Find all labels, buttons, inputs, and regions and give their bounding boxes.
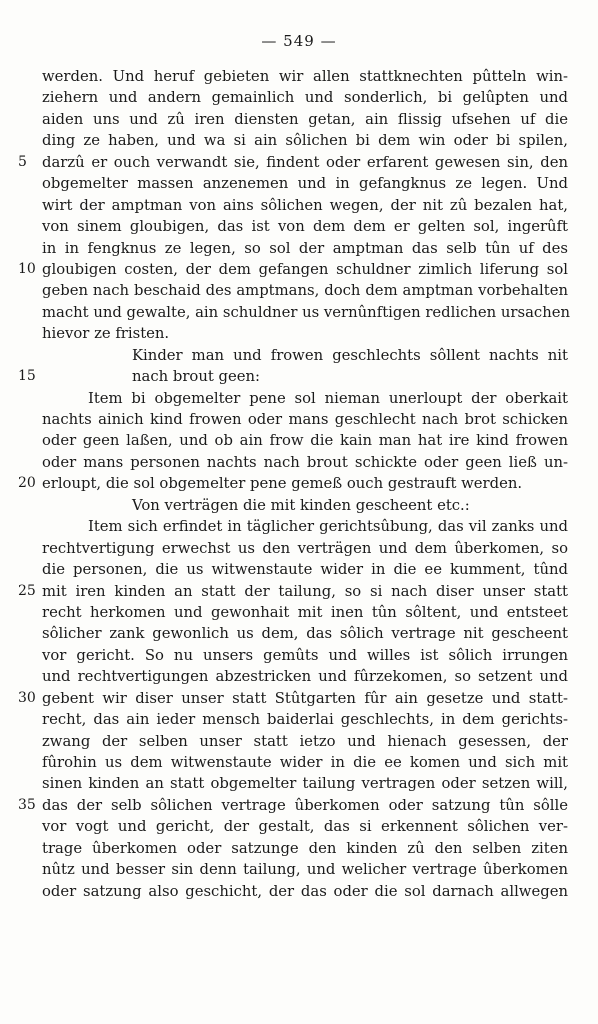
line-text: erloupt, die sol obgemelter pene gemeß ouch gestrauft werden.	[42, 475, 523, 493]
text-line	[0, 345, 598, 366]
line-text: Kinder man und frowen geschlechts sôllent nachts nit	[132, 346, 568, 364]
text-line	[0, 559, 598, 580]
line-text: oder satzung also geschicht, der das oder die sol darnach allwegen	[42, 882, 568, 900]
line-text: die personen, die us witwenstaute wider in die ee kumment, tûnd	[42, 561, 568, 579]
line-number: 10	[18, 260, 36, 277]
text-line	[0, 152, 598, 173]
document-body	[0, 66, 598, 902]
line-text: ziehern und andern gemainlich und sonderlich, bi gelûpten und	[42, 89, 568, 107]
text-line	[0, 731, 598, 752]
line-text: oder mans personen nachts nach brout schickte oder geen ließ un-	[42, 453, 568, 471]
line-text: nachts ainich kind frowen oder mans geschlecht nach brot schicken	[42, 411, 568, 428]
text-line	[0, 645, 598, 666]
line-text: sôlicher zank gewonlich us dem, das sôlich vertrage nit gescheent	[42, 625, 568, 643]
line-text: vor vogt und gericht, der gestalt, das si erkennent sôlichen ver-	[42, 818, 568, 836]
line-text: vor gericht. So nu unsers gemûts und willes ist sôlich irrungen	[42, 646, 568, 664]
line-text: rechtvertigung erwechst us den verträgen und dem ûberkomen, so	[42, 539, 568, 557]
line-text: fûrohin us dem witwenstaute wider in die ee komen und sich mit	[42, 754, 568, 771]
line-text: recht, das ain ieder mensch baiderlai geschlechts, in dem gerichts-	[42, 711, 568, 729]
text-line	[0, 87, 598, 108]
line-text: sinen kinden an statt obgemelter tailung vertragen oder setzen will,	[42, 775, 568, 793]
text-line	[0, 816, 598, 837]
text-line	[0, 495, 598, 516]
text-line	[0, 280, 598, 301]
line-text: obgemelter massen anzenemen und in gefangknus ze legen. Und	[42, 175, 568, 193]
text-line	[0, 581, 598, 602]
text-line	[0, 602, 598, 623]
text-line	[0, 238, 598, 259]
line-text: ding ze haben, und wa si ain sôlichen bi dem win oder bi spilen,	[42, 132, 568, 150]
text-line	[0, 473, 598, 494]
line-text: nach brout geen:	[132, 368, 261, 386]
line-number: 15	[18, 368, 36, 385]
text-line	[0, 130, 598, 151]
line-text: Item sich erfindet in täglicher gerichtsûbung, das vil zanks und	[88, 518, 568, 536]
text-line	[0, 366, 598, 387]
line-text: Item bi obgemelter pene sol nieman unerloupt der oberkait	[88, 389, 568, 407]
text-line	[0, 881, 598, 902]
text-line	[0, 795, 598, 816]
line-text: geben nach beschaid des amptmans, doch dem amptman vorbehalten	[42, 282, 568, 300]
text-line	[0, 709, 598, 730]
line-text: darzû er ouch verwandt sie, findent oder erfarent gewesen sin, den	[42, 153, 568, 171]
text-line	[0, 173, 598, 194]
line-text: wirt der amptman von ains sôlichen wegen, der nit zû bezalen hat,	[42, 196, 568, 214]
line-text: mit iren kinden an statt der tailung, so si nach diser unser statt	[42, 582, 568, 600]
text-line	[0, 516, 598, 537]
line-text: Von verträgen die mit kinden gescheent etc.:	[132, 496, 470, 514]
text-line	[0, 688, 598, 709]
line-text: gloubigen costen, der dem gefangen schuldner zimlich liferung sol	[42, 260, 568, 278]
line-text: trage ûberkomen oder satzunge den kinden zû den selben ziten	[42, 839, 568, 857]
line-text: werden. Und heruf gebieten wir allen stattknechten pûtteln win-	[42, 68, 568, 85]
line-text: hievor ze fristen.	[42, 325, 170, 343]
line-text: recht herkomen und gewonhait mit inen tûn sôltent, und entsteet	[42, 603, 568, 621]
text-line	[0, 66, 598, 87]
text-line	[0, 409, 598, 430]
text-line	[0, 452, 598, 473]
line-text: in in fengknus ze legen, so sol der amptman das selb tûn uf des	[42, 239, 568, 257]
text-line	[0, 302, 598, 323]
line-number: 30	[18, 689, 36, 706]
line-number: 5	[18, 153, 27, 170]
line-text: macht und gewalte, ain schuldner us vernûnftigen redlichen ursachen	[42, 303, 571, 321]
text-line	[0, 109, 598, 130]
line-number: 25	[18, 582, 36, 599]
text-line	[0, 538, 598, 559]
text-line	[0, 259, 598, 280]
line-text: das der selb sôlichen vertrage ûberkomen oder satzung tûn sôlle	[42, 796, 568, 814]
text-line	[0, 195, 598, 216]
text-line	[0, 323, 598, 344]
text-line	[0, 666, 598, 687]
line-text: gebent wir diser unser statt Stûtgarten fûr ain gesetze und statt-	[42, 689, 568, 707]
text-line	[0, 623, 598, 644]
text-line	[0, 773, 598, 794]
line-text: oder geen laßen, und ob ain frow die kain man hat ire kind frowen	[42, 432, 568, 450]
text-line	[0, 430, 598, 451]
line-text: nûtz und besser sin denn tailung, und welicher vertrage ûberkomen	[42, 861, 568, 879]
text-line	[0, 838, 598, 859]
line-text: und rechtvertigungen abzestricken und fûrzekomen, so setzent und	[42, 668, 568, 686]
line-number: 20	[18, 475, 36, 492]
line-text: von sinem gloubigen, das ist von dem dem er gelten sol, ingerûft	[42, 218, 568, 236]
text-line	[0, 216, 598, 237]
line-text: zwang der selben unser statt ietzo und hienach gesessen, der	[42, 732, 568, 750]
text-line	[0, 752, 598, 773]
text-line	[0, 388, 598, 409]
line-number: 35	[18, 796, 36, 813]
page-number: — 549 —	[261, 32, 337, 50]
line-text: aiden uns und zû iren diensten getan, ain flissig ufsehen uf die	[42, 110, 568, 128]
text-line	[0, 859, 598, 880]
